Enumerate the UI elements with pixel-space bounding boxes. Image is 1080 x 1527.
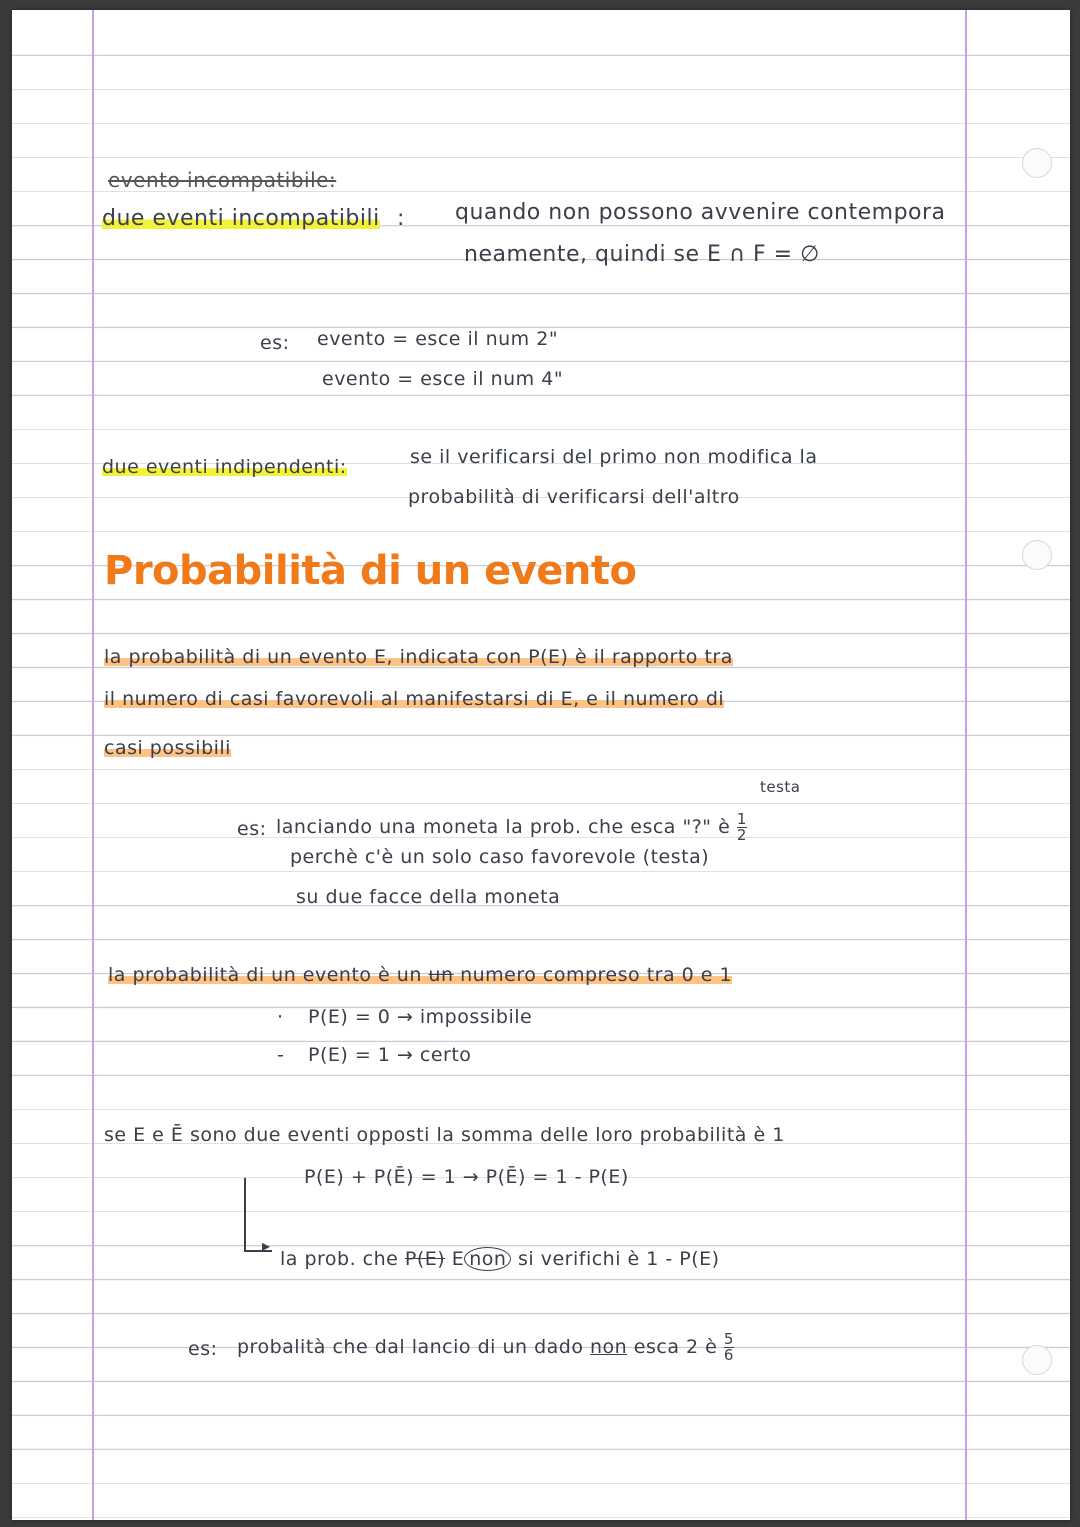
bullet-certo: P(E) = 1 → certo [308, 1044, 472, 1066]
incompatibili-label: due eventi incompatibili [102, 206, 380, 231]
definition-line3: casi possibili [104, 737, 231, 759]
binder-hole [1022, 540, 1052, 570]
example3-text-b: esca 2 è [633, 1336, 718, 1358]
notebook-page [12, 10, 1070, 1520]
left-margin-line [92, 10, 94, 1520]
example3-underlined: non [590, 1336, 628, 1358]
range-crossed: un [428, 964, 454, 986]
indipendenti-label: due eventi indipendenti: [102, 456, 347, 478]
prob-non-line [280, 1248, 720, 1270]
bullet-dash: - [277, 1044, 285, 1066]
range-text-a: la probabilità di un evento è un [108, 964, 422, 986]
example2-line1-text: lanciando una moneta la prob. che esca "?" è [276, 816, 731, 838]
opposti-statement: se E e Ē sono due eventi opposti la somma delle loro probabilità è 1 [104, 1124, 785, 1146]
prob-non-crossed: P(E) [404, 1248, 446, 1270]
opposti-formula: P(E) + P(Ē) = 1 → P(Ē) = 1 - P(E) [304, 1166, 629, 1188]
incompatibili-def-line2: neamente, quindi se E ∩ F = ∅ [464, 242, 820, 267]
example3-prefix: es: [188, 1338, 218, 1360]
section-title: Probabilità di un evento [104, 548, 637, 594]
fraction-denominator: 2 [736, 826, 747, 844]
bullet-dot: · [277, 1006, 284, 1028]
fraction-numerator: 1 [736, 810, 747, 828]
range-text-b: numero compreso tra 0 e 1 [460, 964, 733, 986]
fraction-five-sixths [724, 1332, 734, 1363]
example3-line [237, 1332, 734, 1363]
colon: : [397, 206, 405, 231]
binder-hole [1022, 148, 1052, 178]
binder-hole [1022, 1345, 1052, 1375]
definition-line1: la probabilità di un evento E, indicata con P(E) è il rapporto tra [104, 646, 733, 668]
example3-text-a: probalità che dal lancio di un dado [237, 1336, 584, 1358]
prob-non-text-b: E [451, 1248, 465, 1270]
fraction-one-half [737, 812, 747, 843]
crossed-heading: evento incompatibile: [108, 168, 337, 192]
fraction-numerator: 5 [723, 1330, 734, 1348]
fraction-denominator: 6 [723, 1346, 734, 1364]
incompatibili-def-line1: quando non possono avvenire contempora [455, 200, 946, 225]
example2-line1 [276, 812, 747, 843]
example-line2: evento = esce il num 4" [322, 368, 564, 390]
example2-line2: perchè c'è un solo caso favorevole (testa) [290, 846, 710, 868]
prob-non-text-a: la prob. che [280, 1248, 399, 1270]
circled-non: non [464, 1247, 511, 1271]
right-margin-line [965, 10, 967, 1520]
example-prefix: es: [260, 332, 290, 354]
arrow-head: ▸ [262, 1236, 271, 1255]
indipendenti-def-line1: se il verificarsi del primo non modifica la [410, 446, 818, 468]
definition-line2: il numero di casi favorevoli al manifestarsi di E, e il numero di [104, 688, 725, 710]
example-line1: evento = esce il num 2" [317, 328, 559, 350]
example2-line3: su due facce della moneta [296, 886, 561, 908]
prob-non-text-c: si verifichi è 1 - P(E) [518, 1248, 720, 1270]
testa-annotation: testa [760, 778, 801, 796]
example2-prefix: es: [237, 818, 267, 840]
bullet-impossibile: P(E) = 0 → impossibile [308, 1006, 533, 1028]
indipendenti-def-line2: probabilità di verificarsi dell'altro [408, 486, 740, 508]
range-statement [108, 964, 732, 986]
